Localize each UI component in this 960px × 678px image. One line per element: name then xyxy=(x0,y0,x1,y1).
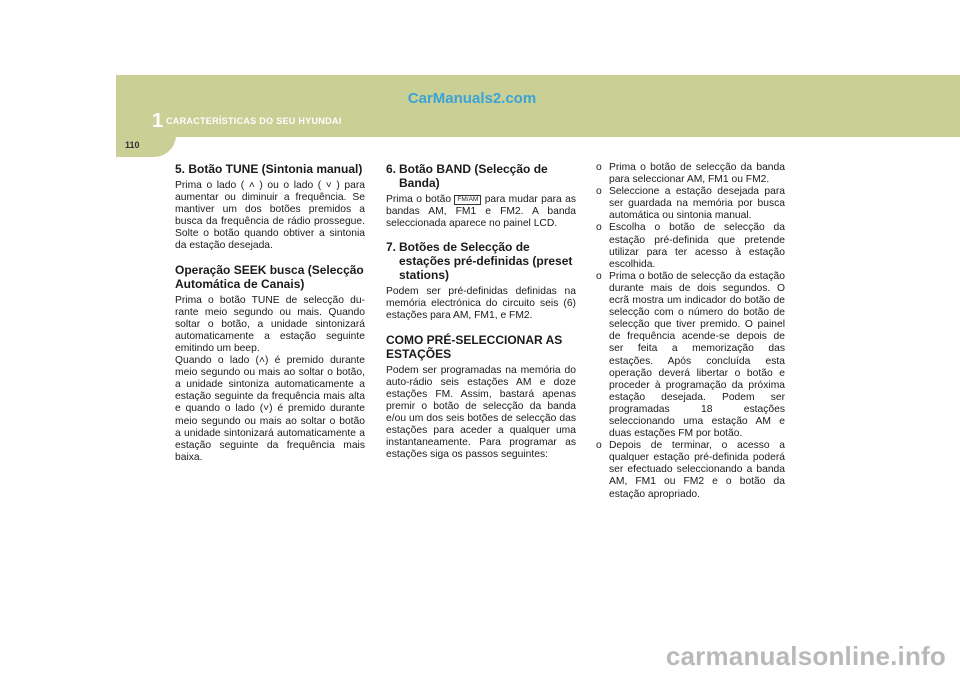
heading-number: 6. xyxy=(386,162,397,176)
list-item-text: Prima o botão de selecção da banda para seleccionar AM, FM1 ou FM2. xyxy=(609,162,785,186)
chapter-title: CARACTERÍSTICAS DO SEU HYUNDAI xyxy=(166,116,342,126)
section-heading-seek: Operação SEEK busca (Selecção Automática de Canais) xyxy=(175,262,364,291)
bullet-marker: o xyxy=(596,222,602,234)
paragraph xyxy=(386,194,576,230)
column-2 xyxy=(386,162,576,461)
fm-am-key-icon: FM/AM xyxy=(454,195,481,205)
column-3 xyxy=(596,162,785,501)
list-item-text: Prima o botão de selecção da estação durante mais de dois segundos. O ecrã mostra um indicador do botão de selecção com o número do botão de selecção que tiver premido. O painel de frequência acende-se depois de ser feita a memorização das estações. Após concluída esta operação deverá libertar o botão e proceder à programação da próxima estação desejada. Podem ser programadas 18 estações seleccionando uma estação AM e duas estações FM por botão. xyxy=(609,270,785,440)
list-item xyxy=(596,162,785,186)
paragraph: Prima o botão TUNE de selecção du-rante meio segundo ou mais. Quando soltar o botão, a unidade sintonizará automaticamente a estação seguinte emitindo um beep. xyxy=(175,294,365,354)
bullet-marker: o xyxy=(596,162,602,173)
section-heading-tune: 5. Botão TUNE (Sintonia manual) xyxy=(175,162,363,176)
bullet-marker: o xyxy=(596,186,602,198)
paragraph: Podem ser programadas na memória do auto-rádio seis estações AM e doze estações FM. Assim, bastará apenas premir o botão de selecção da banda e/ou um dos seis botões de selecção das estações para aceder a qualquer uma instantaneamente. Para programar as estações siga os passos seguintes: xyxy=(386,364,576,461)
paragraph: Prima o lado ( ˄ ) ou o lado ( ˅ ) para aumentar ou diminuir a frequência. Se mantiver um dos botões premidos a busca da frequência de rádio prossegue. Solte o botão quando obtiver a sintonia da estação desejada. xyxy=(175,180,365,252)
heading-number: 7. xyxy=(386,240,397,255)
section-heading-how-to-preset: COMO PRÉ-SELECCIONAR AS ESTAÇÕES xyxy=(386,332,563,361)
list-item-text: Depois de terminar, o acesso a qualquer estação pré-definida poderá ser efectuado seleccionando a banda AM, FM1 ou FM2 e o botão da estação apropriado. xyxy=(609,440,785,500)
watermark-link[interactable]: CarManuals2.com xyxy=(407,90,537,107)
chapter-number: 1 xyxy=(152,110,164,132)
footer-watermark: carmanualsonline.info xyxy=(665,641,946,671)
text-fragment: para mudar para as bandas AM, FM1 e FM2. A banda seleccionada aparece no painel LCD. xyxy=(386,194,576,230)
page-number: 110 xyxy=(125,140,140,150)
list-item xyxy=(596,222,785,270)
steps-list xyxy=(596,162,785,501)
section-heading-preset xyxy=(386,240,576,282)
heading-text: Botão BAND (Selecção de Banda) xyxy=(399,162,548,190)
paragraph: Podem ser pré-definidas definidas na memória electrónica do circuito seis (6) estações para AM, FM1, e FM2. xyxy=(386,286,576,322)
section-heading-band xyxy=(386,162,576,190)
text-fragment: Prima o botão xyxy=(386,194,452,205)
list-item xyxy=(596,186,785,222)
list-item-text: Escolha o botão de selecção da estação pré-definida que pretende utilizar para ter acesso à estação escolhida. xyxy=(609,222,785,270)
list-item-text: Seleccione a estação desejada para ser guardada na memória por busca automática ou sintonia manual. xyxy=(609,186,785,222)
paragraph: Quando o lado (˄) é premido durante meio segundo ou mais ao soltar o botão, a unidade sintoniza automaticamente a estação seguinte da frequência mais alta e quando o lado (˅) é premido durante meio segundo ou mais ao soltar o botão a unidade sintonizará automaticamente a estação seguinte da frequência mais baixa. xyxy=(175,355,365,463)
heading-text: Botões de Selecção de estações pré-definidas (preset stations) xyxy=(399,240,573,283)
bullet-marker: o xyxy=(596,440,602,452)
list-item xyxy=(596,271,785,440)
list-item xyxy=(596,440,785,500)
column-1 xyxy=(175,162,365,464)
bullet-marker: o xyxy=(596,270,602,282)
